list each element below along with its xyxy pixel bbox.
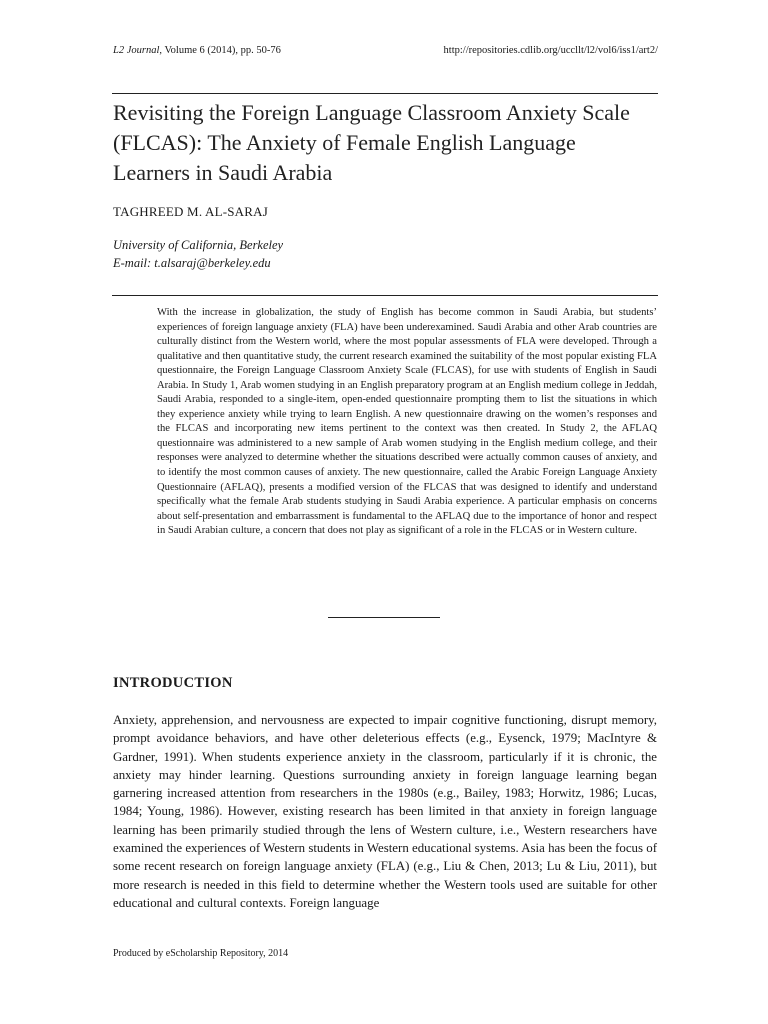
journal-citation xyxy=(113,45,281,56)
volume-pages: , Volume 6 (2014), pp. 50-76 xyxy=(159,45,281,56)
journal-name: L2 Journal xyxy=(113,45,160,56)
abstract-divider xyxy=(112,295,658,296)
author-affiliation: University of California, Berkeley xyxy=(113,238,284,252)
running-header xyxy=(113,45,658,56)
section-separator xyxy=(328,617,440,618)
repository-url[interactable]: http://repositories.cdlib.org/uccllt/l2/vol6/iss1/art2/ xyxy=(443,45,658,56)
top-divider xyxy=(112,93,658,94)
introduction-paragraph: Anxiety, apprehension, and nervousness are expected to impair cognitive functioning, disrupt memory, prompt avoidance behaviors, and have other deleterious effects (e.g., Eysenck, 1979; MacIntyre & Gardner, 1991). When students experience anxiety in the classroom, particularly if it is chronic, the anxiety may hinder learning. Questions surrounding anxiety in foreign language learning began garnering increased attention from researchers in the 1980s (e.g., Bailey, 1983; Horwitz, 1986; Lucas, 1984; Young, 1986). However, existing research has been limited in that anxiety in foreign language learning has been primarily studied through the lens of Western culture, i.e., Western researchers have examined the experiences of Western students in Western educational systems. Asia has been the focus of some recent research on foreign language anxiety (FLA) (e.g., Liu & Chen, 2013; Lu & Liu, 2011), but more research is needed in this field to determine whether the Western tools used are suitable for other educational and cultural contexts. Foreign language xyxy=(113,713,657,910)
abstract-text: With the increase in globalization, the study of English has become common in Saudi Arabia, but students’ experiences of foreign language anxiety (FLA) have been underexamined. Saudi Arabia and other Arab countries are culturally distinct from the Western world, where the most popular assessments of FLA were developed. Through a qualitative and then quantitative study, the current research examined the suitability of the most popular existing FLA questionnaire, the Foreign Language Classroom Anxiety Scale (FLCAS), for use with students of English in Saudi Arabia. In Study 1, Arab women studying in an English preparatory program at an English medium college in Jeddah, Saudi Arabia, responded to a single-item, open-ended questionnaire prompting them to list the situations in which they experience anxiety while trying to learn English. A new questionnaire drawing on the women’s responses and the FLCAS and incorporating new items pertinent to the context was then created. In Study 2, the AFLAQ questionnaire was administered to a new sample of Arab women studying in the English medium college, and their responses were analyzed to determine whether the situations described were actually common causes of anxiety, and to identify the most common causes of anxiety. The new questionnaire, called the Arabic Foreign Language Anxiety Questionnaire (AFLAQ), presents a modified version of the FLCAS that was designed to identify and understand specifically what the female Arab students studying in Saudi Arabia experience. A particular emphasis on concerns about self-presentation and embarrassment is fundamental to the AFLAQ due to the importance of honor and respect in Saudi Arabian culture, a concern that does not play as significant of a role in the FLCAS or in Western culture. xyxy=(157,307,657,537)
introduction-heading: INTRODUCTION xyxy=(113,675,233,691)
page-footer: Produced by eScholarship Repository, 2014 xyxy=(113,948,289,959)
author-name: TAGHREED M. AL-SARAJ xyxy=(113,204,268,219)
article-title: Revisiting the Foreign Language Classroom Anxiety Scale (FLCAS): The Anxiety of Female English Language Learners in Saudi Arabia xyxy=(113,100,630,185)
author-email[interactable]: E-mail: t.alsaraj@berkeley.edu xyxy=(113,256,271,270)
